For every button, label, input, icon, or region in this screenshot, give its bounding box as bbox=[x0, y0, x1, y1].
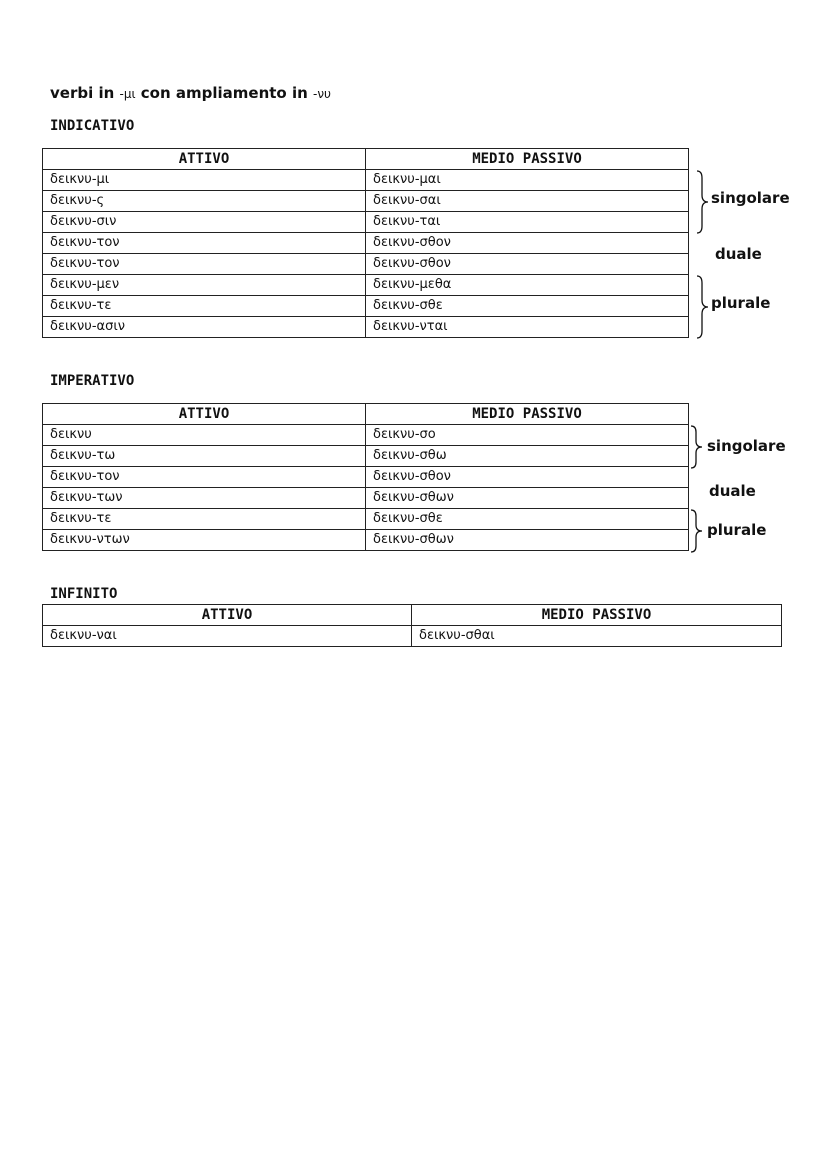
imperativo-singolare-label: singolare bbox=[707, 437, 786, 455]
cell-medio-passivo: δεικνυ-σθε bbox=[366, 509, 689, 530]
cell-medio-passivo: δεικνυ-σθον bbox=[366, 254, 689, 275]
table-header-row bbox=[43, 149, 689, 170]
cell-attivo: δεικνυ-σιν bbox=[43, 212, 366, 233]
cell-medio-passivo: δεικνυ-σθων bbox=[366, 488, 689, 509]
table-row bbox=[43, 275, 689, 296]
imperativo-duale-label: duale bbox=[709, 482, 756, 500]
section-indicativo-label: INDICATIVO bbox=[50, 118, 135, 134]
column-header-medio-passivo: MEDIO PASSIVO bbox=[366, 404, 689, 425]
column-header-medio-passivo: MEDIO PASSIVO bbox=[366, 149, 689, 170]
table-row bbox=[43, 296, 689, 317]
cell-attivo: δεικνυ-τε bbox=[43, 509, 366, 530]
table-row bbox=[43, 212, 689, 233]
brace-plural-indicativo-icon bbox=[696, 275, 710, 339]
table-row bbox=[43, 530, 689, 551]
title-suffix: -νυ bbox=[313, 87, 331, 101]
cell-attivo: δεικνυ-τον bbox=[43, 254, 366, 275]
table-row bbox=[43, 233, 689, 254]
brace-singular-imperativo-icon bbox=[690, 425, 704, 469]
table-row bbox=[43, 191, 689, 212]
table-row bbox=[43, 509, 689, 530]
cell-attivo: δεικνυ-ναι bbox=[43, 626, 412, 647]
cell-medio-passivo: δεικνυ-σαι bbox=[366, 191, 689, 212]
indicativo-table bbox=[42, 148, 689, 338]
cell-attivo: δεικνυ bbox=[43, 425, 366, 446]
brace-singular-indicativo-icon bbox=[696, 170, 710, 234]
column-header-attivo: ATTIVO bbox=[43, 149, 366, 170]
cell-attivo: δεικνυ-μεν bbox=[43, 275, 366, 296]
indicativo-plurale-label: plurale bbox=[711, 294, 771, 312]
table-row bbox=[43, 317, 689, 338]
cell-attivo: δεικνυ-ς bbox=[43, 191, 366, 212]
cell-medio-passivo: δεικνυ-σθε bbox=[366, 296, 689, 317]
cell-medio-passivo: δεικνυ-μεθα bbox=[366, 275, 689, 296]
title-middle: con ampliamento in bbox=[140, 84, 308, 102]
table-header-row bbox=[43, 404, 689, 425]
cell-medio-passivo: δεικνυ-σο bbox=[366, 425, 689, 446]
page-title bbox=[50, 84, 331, 102]
section-infinito-label: INFINITO bbox=[50, 586, 118, 602]
title-greek-ending: -μι bbox=[119, 87, 136, 101]
table-row bbox=[43, 425, 689, 446]
cell-medio-passivo: δεικνυ-σθαι bbox=[412, 626, 782, 647]
brace-plural-imperativo-icon bbox=[690, 509, 704, 553]
cell-medio-passivo: δεικνυ-σθον bbox=[366, 233, 689, 254]
cell-attivo: δεικνυ-των bbox=[43, 488, 366, 509]
cell-medio-passivo: δεικνυ-ται bbox=[366, 212, 689, 233]
column-header-attivo: ATTIVO bbox=[43, 605, 412, 626]
cell-medio-passivo: δεικνυ-σθω bbox=[366, 446, 689, 467]
column-header-attivo: ATTIVO bbox=[43, 404, 366, 425]
cell-medio-passivo: δεικνυ-σθων bbox=[366, 530, 689, 551]
infinito-table bbox=[42, 604, 782, 647]
cell-medio-passivo: δεικνυ-νται bbox=[366, 317, 689, 338]
cell-attivo: δεικνυ-τον bbox=[43, 467, 366, 488]
imperativo-plurale-label: plurale bbox=[707, 521, 767, 539]
indicativo-duale-label: duale bbox=[715, 245, 762, 263]
table-row bbox=[43, 488, 689, 509]
cell-attivo: δεικνυ-μι bbox=[43, 170, 366, 191]
table-row bbox=[43, 254, 689, 275]
cell-attivo: δεικνυ-τον bbox=[43, 233, 366, 254]
table-row bbox=[43, 446, 689, 467]
column-header-medio-passivo: MEDIO PASSIVO bbox=[412, 605, 782, 626]
table-row bbox=[43, 170, 689, 191]
indicativo-singolare-label: singolare bbox=[711, 189, 790, 207]
table-header-row bbox=[43, 605, 782, 626]
imperativo-table bbox=[42, 403, 689, 551]
cell-attivo: δεικνυ-τε bbox=[43, 296, 366, 317]
cell-medio-passivo: δεικνυ-σθον bbox=[366, 467, 689, 488]
table-row bbox=[43, 626, 782, 647]
title-text: verbi in bbox=[50, 84, 115, 102]
section-imperativo-label: IMPERATIVO bbox=[50, 373, 135, 389]
cell-medio-passivo: δεικνυ-μαι bbox=[366, 170, 689, 191]
table-row bbox=[43, 467, 689, 488]
cell-attivo: δεικνυ-τω bbox=[43, 446, 366, 467]
cell-attivo: δεικνυ-ασιν bbox=[43, 317, 366, 338]
cell-attivo: δεικνυ-ντων bbox=[43, 530, 366, 551]
